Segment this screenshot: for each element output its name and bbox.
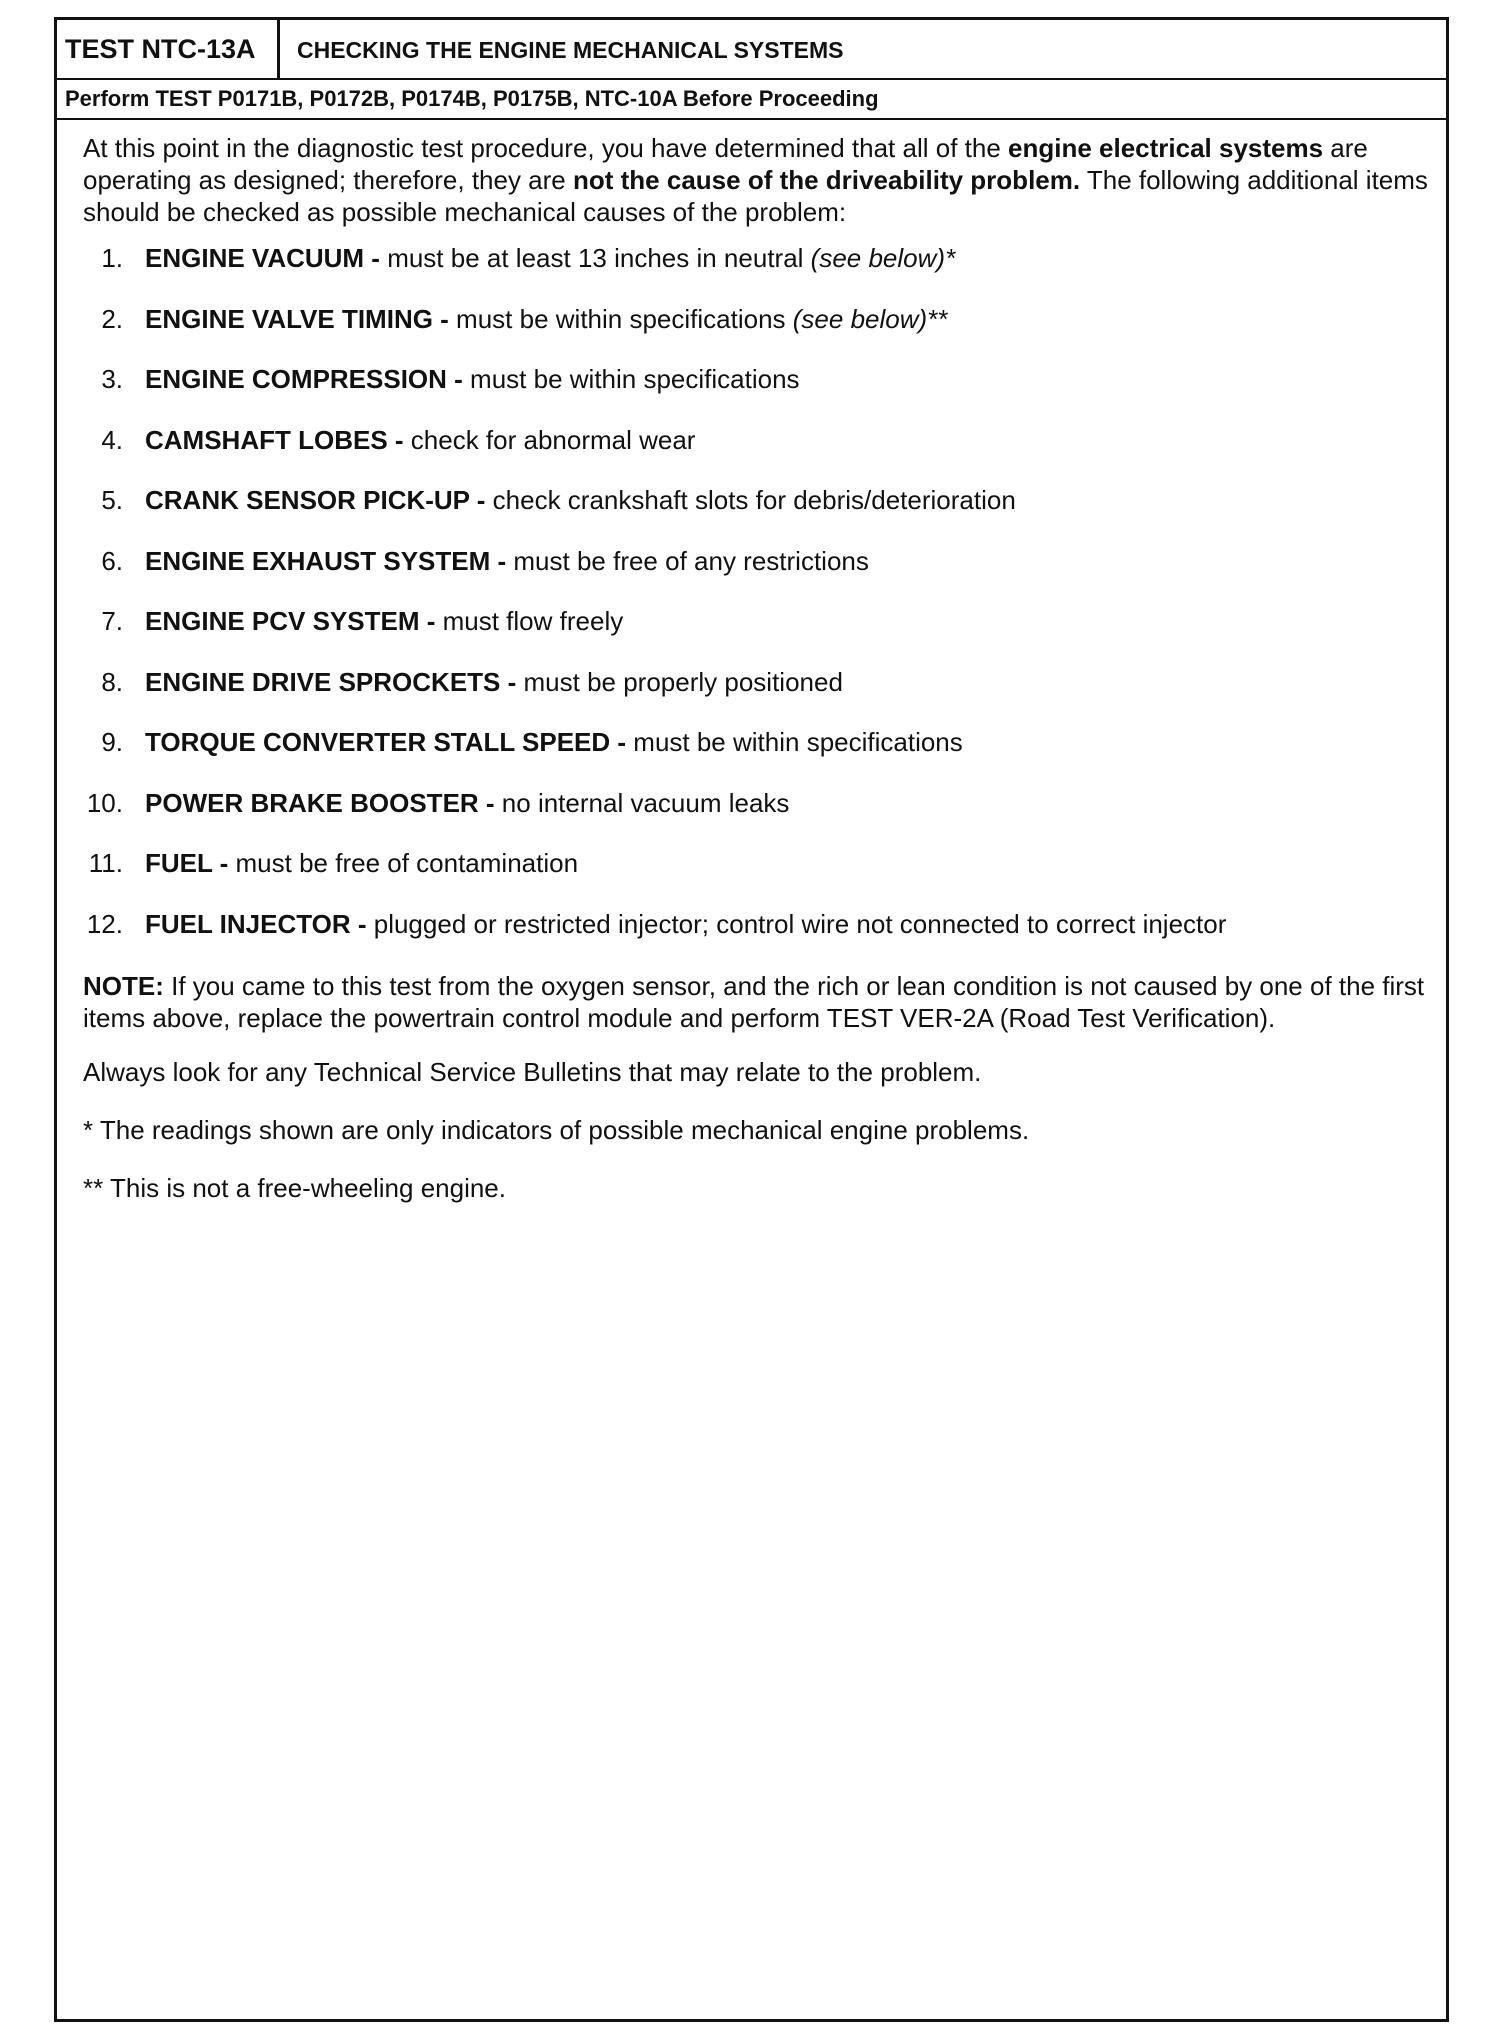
footnote-free-wheeling: ** This is not a free-wheeling engine. xyxy=(83,1173,506,1203)
item-description: no internal vacuum leaks xyxy=(494,787,790,818)
item-description: must be free of any restrictions xyxy=(506,545,869,576)
item-name: FUEL - xyxy=(145,848,229,878)
check-item xyxy=(83,666,1428,727)
item-description: must be free of contamination xyxy=(228,848,579,878)
check-item xyxy=(83,605,1428,666)
intro-paragraph xyxy=(83,132,1428,228)
header-row xyxy=(57,20,1446,80)
item-name: ENGINE PCV SYSTEM - xyxy=(145,606,436,636)
item-name: ENGINE DRIVE SPROCKETS - xyxy=(145,666,517,697)
item-number: 5. xyxy=(101,485,123,515)
intro-text-2: are operating as designed; therefore, they are xyxy=(83,133,1368,195)
item-name: ENGINE EXHAUST SYSTEM - xyxy=(145,545,507,576)
item-reference: (see below)* xyxy=(810,243,956,273)
item-name: TORQUE CONVERTER STALL SPEED - xyxy=(145,727,627,757)
test-title: CHECKING THE ENGINE MECHANICAL SYSTEMS xyxy=(297,37,844,63)
item-name: ENGINE COMPRESSION - xyxy=(145,364,463,394)
item-name: ENGINE VALVE TIMING - xyxy=(145,303,449,334)
intro-bold-2: not the cause of the driveability problem. xyxy=(573,165,1081,195)
check-item xyxy=(83,303,1428,364)
item-description: must be properly positioned xyxy=(516,666,843,697)
item-description: check crankshaft slots for debris/deterioration xyxy=(485,485,1016,515)
item-number: 3. xyxy=(101,364,123,394)
check-item xyxy=(83,726,1428,787)
item-description: plugged or restricted injector; control wire not connected to correct injector xyxy=(366,908,1227,939)
item-number: 10. xyxy=(86,787,123,818)
item-number: 7. xyxy=(101,606,123,636)
note-paragraph xyxy=(83,970,1428,1034)
item-number: 9. xyxy=(101,727,123,757)
check-item xyxy=(83,847,1428,908)
check-item xyxy=(83,787,1428,848)
item-name: CAMSHAFT LOBES - xyxy=(145,424,404,455)
item-number: 6. xyxy=(101,545,123,576)
item-number: 4. xyxy=(101,424,123,455)
note-text: If you came to this test from the oxygen sensor, and the rich or lean condition is not caused by one of the first items above, replace the powertrain control module and perform TEST VER-2A (Road Test Verification). xyxy=(83,971,1425,1033)
check-item xyxy=(83,484,1428,545)
tsb-paragraph: Always look for any Technical Service Bulletins that may relate to the problem. xyxy=(83,1057,982,1087)
item-number: 1. xyxy=(101,243,123,273)
footnote-readings: * The readings shown are only indicators of possible mechanical engine problems. xyxy=(83,1115,1030,1145)
test-procedure-panel xyxy=(54,17,1449,2022)
check-item xyxy=(83,363,1428,424)
check-item xyxy=(83,424,1428,485)
item-name: POWER BRAKE BOOSTER - xyxy=(145,787,495,818)
note-label: NOTE: xyxy=(83,971,164,1001)
check-item xyxy=(83,545,1428,606)
item-description: must be at least 13 inches in neutral xyxy=(379,243,811,273)
intro-bold-1: engine electrical systems xyxy=(1008,133,1324,163)
prerequisite-text: Perform TEST P0171B, P0172B, P0174B, P0175B, NTC-10A Before Proceeding xyxy=(65,86,879,111)
item-number: 12. xyxy=(86,908,123,939)
item-description: check for abnormal wear xyxy=(403,424,696,455)
check-item-list xyxy=(83,242,1428,968)
item-number: 2. xyxy=(101,303,123,334)
item-name: FUEL INJECTOR - xyxy=(145,908,367,939)
item-name: CRANK SENSOR PICK-UP - xyxy=(145,485,486,515)
item-description: must flow freely xyxy=(435,606,624,636)
intro-text-3: The following additional items should be checked as possible mechanical causes of the problem: xyxy=(83,165,1428,227)
intro-text-1: At this point in the diagnostic test procedure, you have determined that all of the xyxy=(83,133,1009,163)
check-item xyxy=(83,242,1428,303)
item-reference: (see below)** xyxy=(792,303,948,334)
check-item xyxy=(83,908,1428,969)
test-id-label: TEST NTC-13A xyxy=(57,20,280,78)
prerequisite-row xyxy=(57,80,1446,120)
item-number: 8. xyxy=(101,666,123,697)
item-description: must be within specifications xyxy=(448,303,793,334)
procedure-content xyxy=(83,132,1428,1204)
item-number: 11. xyxy=(88,848,123,878)
item-description: must be within specifications xyxy=(462,364,800,394)
item-description: must be within specifications xyxy=(626,727,963,757)
item-name: ENGINE VACUUM - xyxy=(145,243,380,273)
